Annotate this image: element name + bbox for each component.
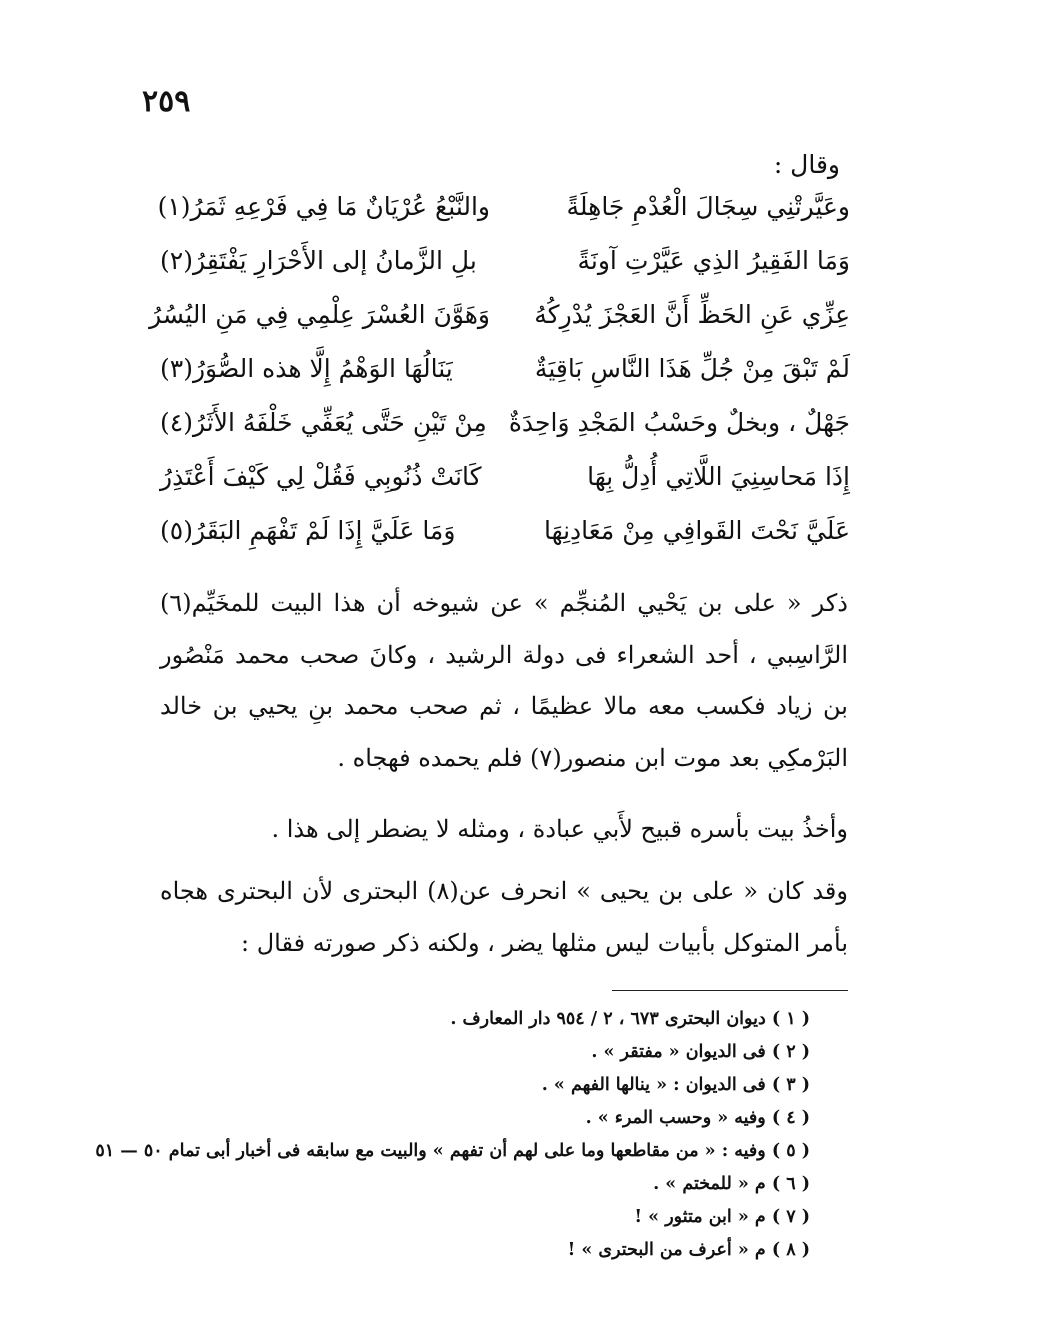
footnotes xyxy=(95,1003,810,1267)
footnote: ( ٣ ) فى الديوان : « ينالها الفهم » . xyxy=(541,1075,810,1095)
verse-second-hemistich: مِنْ تَيْنِ حَتَّى يُعَفِّي خَلْفَهُ الأَثَرُ(٤) xyxy=(160,408,487,437)
footnote: ( ١ ) ديوان البحترى ٦٧٣ ، ٢ / ٩٥٤ دار المعارف . xyxy=(450,1009,810,1029)
intro-line: وقال : xyxy=(773,150,840,179)
verse xyxy=(160,354,850,408)
verse-first-hemistich: عِزِّي عَنِ الحَظِّ أَنَّ العَجْزَ يُدْرِكُهُ xyxy=(534,300,850,329)
verse-second-hemistich: بلِ الزَّمانُ إلى الأَحْرَارِ يَفْتَقِرُ(٢) xyxy=(160,246,477,275)
verse-second-hemistich: وَهَوَّنَ العُسْرَ عِلْمِي فِي مَنِ اليُسُرُ xyxy=(149,300,490,329)
footnote: ( ٧ ) م « ابن متثور » ! xyxy=(634,1207,810,1227)
verse xyxy=(160,462,850,516)
footnote: ( ٦ ) م « للمختم » . xyxy=(653,1174,810,1194)
footnote: ( ٥ ) وفيه : « من مقاطعها وما على لهم أن تفهم » والبيت مع سابقه فى أخبار أبى تمام ٥٠ — ٥١ xyxy=(95,1141,810,1161)
verse-second-hemistich: والنَّبْعُ عُرْيَانٌ مَا فِي فَرْعِهِ ثَمَرُ(١) xyxy=(157,192,490,221)
footnote: ( ٨ ) م « أعرف من البحترى » ! xyxy=(567,1240,810,1260)
verse-second-hemistich: يَنَالُهَا الوَهْمُ إِلَّا هذه الصُّوَرُ(٣) xyxy=(160,354,453,383)
footnote: ( ٤ ) وفيه « وحسب المرء » . xyxy=(585,1108,810,1128)
verse-first-hemistich: جَهْلٌ ، وبخلٌ وحَسْبُ المَجْدِ وَاحِدَةٌ xyxy=(508,408,850,437)
verse xyxy=(160,516,850,570)
verse-first-hemistich: إِذَا مَحاسِنِيَ اللَّاتِي أُدِلُّ بِهَا xyxy=(587,462,850,491)
verse xyxy=(160,408,850,462)
verse-first-hemistich: عَلَيَّ نَحْتَ القَوافِي مِنْ مَعَادِنِهَا xyxy=(543,516,850,545)
verse-second-hemistich: كَانَتْ ذُنُوبِي فَقُلْ لِي كَيْفَ أَعْتَذِرُ xyxy=(160,462,482,491)
paragraph-comment: وأخذُ بيت بأسره قبيح لأَبي عبادة ، ومثله لا يضطر إلى هذا . xyxy=(271,815,848,843)
poem xyxy=(149,192,850,570)
verse xyxy=(149,300,850,354)
paragraph-attribution: ذكر « على بن يَحْيي المُنجِّم » عن شيوخه أن هذا البيت للمخَيِّم(٦) الرَّاسِبي ، أحد الشعراء فى دولة الرشيد ، وكانَ صحب محمد مَنْصُور بن زياد فكسب معه مالا عظيمًا ، ثم صحب محمد بنِ يحيي بن خالد البَرْمكِي بعد موت ابن منصور(٧) فلم يحمده فهجاه . xyxy=(160,589,848,772)
verse-second-hemistich: وَمَا عَلَيَّ إِذَا لَمْ تَفْهَمِ البَقَرُ(٥) xyxy=(160,516,456,545)
verse-first-hemistich: لَمْ تَبْقَ مِنْ جُلِّ هَذَا النَّاسِ بَاقِيَةٌ xyxy=(534,354,850,383)
verse xyxy=(160,246,850,300)
paragraph-buhturi: وقد كان « على بن يحيى » انحرف عن(٨) البحترى لأن البحترى هجاه بأمر المتوكل بأبيات ليس مثلها يضر ، ولكنه ذكر صورته فقال : xyxy=(160,877,848,957)
verse-first-hemistich: وعَيَّرتْنِي سِجَالَ الْعُدْمِ جَاهِلَةً xyxy=(566,192,850,221)
footnote: ( ٢ ) فى الديوان « مفتقر » . xyxy=(591,1042,810,1062)
verse xyxy=(157,192,850,246)
footnote-divider xyxy=(612,990,848,991)
page-number: ٢٥٩ xyxy=(142,84,191,119)
verse-first-hemistich: وَمَا الفَقِيرُ الذِي عَيَّرْتِ آونَةً xyxy=(577,246,850,275)
